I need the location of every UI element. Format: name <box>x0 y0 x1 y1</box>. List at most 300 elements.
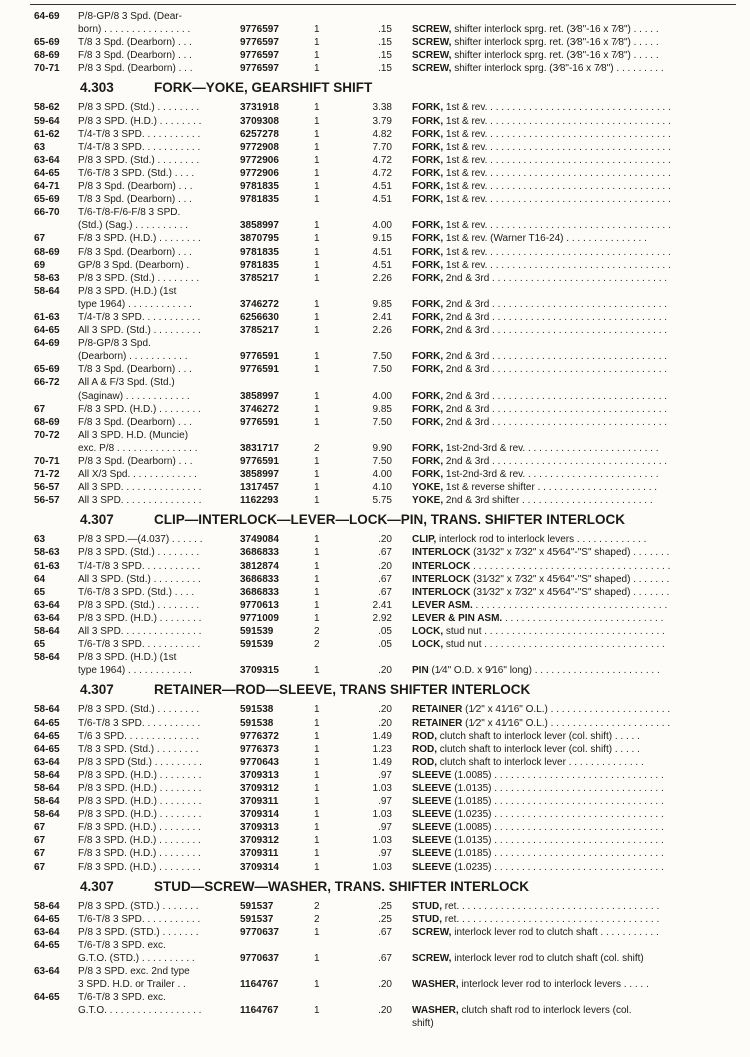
model-years: 58-64 <box>34 769 60 781</box>
quantity: 1 <box>314 115 320 127</box>
model-years: 58-64 <box>34 704 60 716</box>
price: 3.38 <box>372 102 392 114</box>
part-name: FORK, <box>412 442 444 454</box>
description <box>412 638 726 651</box>
part-name: FORK, <box>412 141 444 153</box>
part-name: RETAINER <box>412 704 463 716</box>
model-years: 64-71 <box>34 181 60 193</box>
description <box>412 808 726 821</box>
part-detail: ret. . . . . . . . . . . . . . . . . . . . . . . . . . . . . . . . . . . . . <box>442 900 660 912</box>
parts-row <box>0 546 750 559</box>
model-years: 59-64 <box>34 115 60 127</box>
part-number: 3709314 <box>240 861 279 873</box>
description <box>412 560 726 573</box>
part-name: ROD, <box>412 756 437 768</box>
application: (Std.) (Sag.) . . . . . . . . . . <box>78 220 189 232</box>
quantity: 1 <box>314 194 320 206</box>
part-detail: 2nd & 3rd . . . . . . . . . . . . . . . . . . . . . . . . . . . . . . . . <box>443 403 668 415</box>
part-name: SLEEVE <box>412 782 452 794</box>
price: 7.50 <box>372 416 392 428</box>
part-name: FORK, <box>412 233 444 245</box>
part-number: 3858997 <box>240 390 279 402</box>
top-rule <box>30 4 736 5</box>
quantity: 1 <box>314 848 320 860</box>
part-detail: shifter interlock sprg. (3⁄8"-16 x 7⁄8") . . . . . . . . . <box>451 63 664 75</box>
part-name: FORK, <box>412 259 444 271</box>
part-name: SCREW, <box>412 37 452 49</box>
description <box>412 180 726 193</box>
application: type 1964) . . . . . . . . . . . . <box>78 665 192 677</box>
application: F/8 3 SPD. (H.D.) . . . . . . . . <box>78 861 201 873</box>
model-years: 66-72 <box>34 377 60 389</box>
model-years: 70-71 <box>34 63 60 75</box>
parts-row <box>0 730 750 743</box>
price: .67 <box>378 953 392 964</box>
part-number: 1164767 <box>240 1005 279 1017</box>
price: 9.85 <box>372 298 392 310</box>
price: 1.03 <box>372 782 392 794</box>
parts-row <box>0 468 750 481</box>
part-detail: 1st-2nd-3rd & rev. . . . . . . . . . . . . . . . . . . . . . . . . <box>443 469 659 481</box>
part-name: ROD, <box>412 743 437 755</box>
description <box>412 311 726 324</box>
price: 2.26 <box>372 272 392 284</box>
application: P/8 3 SPD. (Std.) . . . . . . . . <box>78 102 200 114</box>
description <box>412 232 726 245</box>
price: .15 <box>378 63 392 75</box>
parts-row <box>0 376 750 389</box>
price: .15 <box>378 37 392 49</box>
model-years: 64-69 <box>34 338 60 350</box>
model-years: 64-65 <box>34 717 60 729</box>
price: .97 <box>378 822 392 834</box>
description <box>412 455 726 468</box>
price: 4.72 <box>372 154 392 166</box>
description <box>412 350 726 363</box>
part-detail: shifter interlock sprg. ret. (3⁄8"-16 x 7⁄8") . . . . . <box>451 50 659 62</box>
application: F/8 3 Spd. (Dearborn) . . . <box>78 50 192 62</box>
application: T/8 3 SPD. (Std.) . . . . . . . . <box>78 743 199 755</box>
parts-row <box>0 638 750 651</box>
part-name: ROD, <box>412 730 437 742</box>
part-number: 9776597 <box>240 24 279 36</box>
parts-row <box>0 651 750 664</box>
parts-row <box>0 180 750 193</box>
part-name: YOKE, <box>412 482 444 494</box>
description <box>412 664 726 677</box>
application: P/8 3 SPD. (H.D.) . . . . . . . . <box>78 612 202 624</box>
parts-row <box>0 991 750 1004</box>
part-number: 3709308 <box>240 115 279 127</box>
price: .20 <box>378 704 392 716</box>
model-years: 63-64 <box>34 756 60 768</box>
quantity: 1 <box>314 390 320 402</box>
part-number: 6256630 <box>240 311 279 323</box>
part-number: 3709313 <box>240 769 279 781</box>
parts-row <box>0 717 750 730</box>
parts-row <box>0 782 750 795</box>
part-number: 9781835 <box>240 246 279 258</box>
price: 4.10 <box>372 482 392 494</box>
quantity: 1 <box>314 560 320 572</box>
model-years: 61-62 <box>34 128 60 140</box>
part-detail: 1st & rev. . . . . . . . . . . . . . . . . . . . . . . . . . . . . . . . . . <box>443 115 671 127</box>
part-detail: interlock lever rod to clutch shaft . . . . . . . . . . . <box>451 926 659 938</box>
model-years: 58-64 <box>34 285 60 297</box>
description <box>412 154 726 167</box>
description <box>412 717 726 730</box>
quantity: 2 <box>314 626 320 638</box>
description <box>412 703 726 716</box>
part-number: 9772906 <box>240 167 279 179</box>
price: .67 <box>378 547 392 559</box>
part-detail: (1.0135) . . . . . . . . . . . . . . . . . . . . . . . . . . . . . . . <box>451 782 664 794</box>
part-name: FORK, <box>412 469 444 481</box>
price: .20 <box>378 560 392 572</box>
parts-row <box>0 206 750 219</box>
parts-row <box>0 128 750 141</box>
description <box>412 272 726 285</box>
parts-row <box>0 965 750 978</box>
price: 7.50 <box>372 456 392 467</box>
section-number: 4.307 <box>80 682 114 698</box>
model-years: 63-64 <box>34 926 60 938</box>
part-detail: 1st & reverse shifter . . . . . . . . . . . . . . . . . . . . . . <box>443 482 658 494</box>
price: .97 <box>378 796 392 808</box>
quantity: 1 <box>314 822 320 834</box>
part-number: 9771009 <box>240 612 279 624</box>
section-header <box>0 75 750 101</box>
model-years: 70-71 <box>34 456 60 467</box>
parts-row <box>0 49 750 62</box>
quantity: 1 <box>314 704 320 716</box>
part-detail: 1st & rev. . . . . . . . . . . . . . . . . . . . . . . . . . . . . . . . . . <box>443 128 671 140</box>
application: T/4-T/8 3 SPD. . . . . . . . . . . <box>78 560 201 572</box>
part-name: STUD, <box>412 900 442 912</box>
section-header <box>0 507 750 533</box>
model-years: 63-64 <box>34 966 60 978</box>
quantity: 1 <box>314 769 320 781</box>
description <box>412 625 726 638</box>
parts-row <box>0 416 750 429</box>
quantity: 1 <box>314 233 320 245</box>
quantity: 1 <box>314 167 320 179</box>
part-detail: 1st & rev. . . . . . . . . . . . . . . . . . . . . . . . . . . . . . . . . . <box>443 102 671 114</box>
description <box>412 913 726 926</box>
description <box>412 586 726 599</box>
model-years: 58-62 <box>34 102 60 114</box>
description <box>412 416 726 429</box>
section-title: FORK—YOKE, GEARSHIFT SHIFT <box>154 80 373 96</box>
section-number: 4.307 <box>80 512 114 528</box>
application: P/8 3 SPD. exc. 2nd type <box>78 966 190 978</box>
part-detail: 2nd & 3rd . . . . . . . . . . . . . . . . . . . . . . . . . . . . . . . . <box>443 272 668 284</box>
application: G.T.O. . . . . . . . . . . . . . . . . . <box>78 1005 202 1017</box>
model-years: 64-65 <box>34 167 60 179</box>
price: .97 <box>378 848 392 860</box>
application: T/4-T/8 3 SPD. . . . . . . . . . . <box>78 141 201 153</box>
part-detail: shift) <box>412 1018 434 1030</box>
part-detail: 2nd & 3rd . . . . . . . . . . . . . . . . . . . . . . . . . . . . . . . . <box>443 311 668 323</box>
application: 3 SPD. H.D. or Trailer . . <box>78 979 186 991</box>
application: T/6-T/8 3 SPD. . . . . . . . . . . <box>78 913 201 925</box>
part-number: 9776597 <box>240 50 279 62</box>
quantity: 1 <box>314 586 320 598</box>
part-number: 9776597 <box>240 63 279 75</box>
parts-row <box>0 259 750 272</box>
part-name: FORK, <box>412 115 444 127</box>
application: born) . . . . . . . . . . . . . . . . <box>78 24 191 36</box>
parts-row <box>0 913 750 926</box>
section-title: CLIP—INTERLOCK—LEVER—LOCK—PIN, TRANS. SHIFTER INTERLOCK <box>154 512 626 528</box>
application: T/6-T/8 3 SPD. exc. <box>78 992 166 1004</box>
quantity: 2 <box>314 442 320 454</box>
parts-row <box>0 599 750 612</box>
part-name: FORK, <box>412 364 444 376</box>
price: 4.51 <box>372 194 392 206</box>
part-number: 9772906 <box>240 154 279 166</box>
part-number: 9776591 <box>240 351 279 363</box>
parts-row <box>0 324 750 337</box>
part-detail: . . . . . . . . . . . . . . . . . . . . . . . . . . . . . <box>502 612 664 624</box>
quantity: 1 <box>314 599 320 611</box>
parts-row <box>0 167 750 180</box>
part-number: 3709311 <box>240 848 279 860</box>
quantity: 1 <box>314 364 320 376</box>
quantity: 1 <box>314 482 320 494</box>
description <box>412 769 726 782</box>
model-years: 64-65 <box>34 939 60 951</box>
quantity: 1 <box>314 547 320 559</box>
part-number: 3858997 <box>240 469 279 481</box>
part-number: 3709313 <box>240 822 279 834</box>
quantity: 1 <box>314 311 320 323</box>
part-name: FORK, <box>412 128 444 140</box>
parts-row <box>0 573 750 586</box>
part-number: 3709312 <box>240 782 279 794</box>
part-detail: (1⁄2" x 41⁄16" O.L.) . . . . . . . . . . . . . . . . . . . . . . <box>462 704 671 716</box>
model-years: 58-64 <box>34 900 60 912</box>
part-name: RETAINER <box>412 717 463 729</box>
quantity: 1 <box>314 24 320 36</box>
application: P/8-GP/8 3 Spd. <box>78 338 151 350</box>
part-detail: (31⁄32" x 7⁄32" x 45⁄64"-"S" shaped) . . . . . . . <box>470 573 670 585</box>
application: T/4-T/8 3 SPD. . . . . . . . . . . <box>78 311 201 323</box>
price: 3.79 <box>372 115 392 127</box>
price: 1.03 <box>372 809 392 821</box>
price: .25 <box>378 900 392 912</box>
parts-row <box>0 743 750 756</box>
model-years: 68-69 <box>34 416 60 428</box>
quantity: 1 <box>314 717 320 729</box>
part-detail: interlock rod to interlock levers . . . . . . . . . . . . . <box>436 534 647 546</box>
model-years: 61-63 <box>34 560 60 572</box>
application: type 1964) . . . . . . . . . . . . <box>78 298 192 310</box>
description <box>412 390 726 403</box>
model-years: 64-69 <box>34 11 60 22</box>
quantity: 1 <box>314 141 320 153</box>
description <box>412 141 726 154</box>
quantity: 1 <box>314 782 320 794</box>
quantity: 1 <box>314 220 320 232</box>
part-detail: 2nd & 3rd . . . . . . . . . . . . . . . . . . . . . . . . . . . . . . . . <box>443 416 668 428</box>
application: (Dearborn) . . . . . . . . . . . <box>78 351 188 363</box>
application: P/8 3 SPD. (Std.) . . . . . . . . <box>78 154 200 166</box>
parts-row <box>0 390 750 403</box>
part-name: INTERLOCK <box>412 547 471 559</box>
part-name: SCREW, <box>412 24 452 36</box>
model-years: 58-63 <box>34 547 60 559</box>
application: GP/8 3 Spd. (Dearborn) . <box>78 259 190 271</box>
parts-row <box>0 141 750 154</box>
price: 2.92 <box>372 612 392 624</box>
quantity: 1 <box>314 37 320 49</box>
application: P/8 3 SPD. (H.D.) . . . . . . . . <box>78 115 202 127</box>
quantity: 1 <box>314 246 320 258</box>
part-name: FORK, <box>412 154 444 166</box>
parts-row <box>0 586 750 599</box>
application: T/6-T/8 3 SPD. exc. <box>78 939 166 951</box>
model-years: 68-69 <box>34 50 60 62</box>
description <box>412 821 726 834</box>
parts-row <box>0 769 750 782</box>
application: T/4-T/8 3 SPD. . . . . . . . . . . <box>78 128 201 140</box>
price: 4.72 <box>372 167 392 179</box>
part-detail: 1st & rev. . . . . . . . . . . . . . . . . . . . . . . . . . . . . . . . . . <box>443 181 671 193</box>
part-name: SCREW, <box>412 50 452 62</box>
quantity: 1 <box>314 298 320 310</box>
price: .97 <box>378 769 392 781</box>
application: P/8 3 Spd. (Dearborn) . . . <box>78 181 193 193</box>
parts-row <box>0 115 750 128</box>
application: P/8 3 SPD. (STD.) . . . . . . . <box>78 926 199 938</box>
part-name: FORK, <box>412 220 444 232</box>
part-detail: shifter interlock sprg. ret. (3⁄8"-16 x 7⁄8") . . . . . <box>451 37 659 49</box>
application: P/8 3 SPD. (Std.) . . . . . . . . <box>78 599 200 611</box>
quantity: 1 <box>314 259 320 271</box>
quantity: 1 <box>314 730 320 742</box>
model-years: 70-72 <box>34 429 60 441</box>
part-detail: 2nd & 3rd . . . . . . . . . . . . . . . . . . . . . . . . . . . . . . . . <box>443 298 668 310</box>
quantity: 1 <box>314 861 320 873</box>
quantity: 2 <box>314 900 320 912</box>
description <box>412 115 726 128</box>
part-detail: (1.0235) . . . . . . . . . . . . . . . . . . . . . . . . . . . . . . . <box>451 861 664 873</box>
quantity: 2 <box>314 639 320 651</box>
part-detail: clutch shaft rod to interlock levers (col. <box>458 1005 632 1017</box>
application: All 3 SPD. (Std.) . . . . . . . . . <box>78 325 201 337</box>
parts-row <box>0 36 750 49</box>
application: G.T.O. (STD.) . . . . . . . . . . <box>78 953 195 964</box>
part-number: 9776591 <box>240 364 279 376</box>
parts-row <box>0 101 750 114</box>
part-name: FORK, <box>412 456 444 467</box>
quantity: 1 <box>314 416 320 428</box>
application: T/6 3 SPD. . . . . . . . . . . . . . <box>78 730 200 742</box>
description <box>412 219 726 232</box>
part-number: 9772908 <box>240 141 279 153</box>
price: .20 <box>378 665 392 677</box>
part-name: FORK, <box>412 311 444 323</box>
part-detail: 1st & rev. . . . . . . . . . . . . . . . . . . . . . . . . . . . . . . . . . <box>443 259 671 271</box>
part-detail: 1st & rev. . . . . . . . . . . . . . . . . . . . . . . . . . . . . . . . . . <box>443 141 671 153</box>
price: 4.00 <box>372 469 392 481</box>
quantity: 1 <box>314 835 320 847</box>
parts-row <box>0 834 750 847</box>
description <box>412 861 726 874</box>
quantity: 1 <box>314 665 320 677</box>
application: T/8 3 Spd. (Dearborn) . . . <box>78 364 192 376</box>
price: 9.90 <box>372 442 392 454</box>
part-number: 9781835 <box>240 181 279 193</box>
price: 2.41 <box>372 599 392 611</box>
price: .05 <box>378 639 392 651</box>
description <box>412 847 726 860</box>
part-number: 3709315 <box>240 665 279 677</box>
description <box>412 1017 726 1030</box>
part-detail: 2nd & 3rd . . . . . . . . . . . . . . . . . . . . . . . . . . . . . . . . <box>443 351 668 363</box>
description <box>412 363 726 376</box>
model-years: 67 <box>34 233 46 245</box>
parts-row <box>0 808 750 821</box>
model-years: 64-65 <box>34 743 60 755</box>
part-number: 9781835 <box>240 259 279 271</box>
application: All 3 SPD. . . . . . . . . . . . . . . <box>78 482 202 494</box>
part-number: 3785217 <box>240 325 279 337</box>
parts-row <box>0 533 750 546</box>
description <box>412 546 726 559</box>
price: .25 <box>378 913 392 925</box>
part-number: 9776591 <box>240 456 279 467</box>
application: P/8 3 SPD. (Std.) . . . . . . . . <box>78 547 200 559</box>
part-detail: (1.0085) . . . . . . . . . . . . . . . . . . . . . . . . . . . . . . . <box>451 769 664 781</box>
description <box>412 468 726 481</box>
part-detail: 1st-2nd-3rd & rev. . . . . . . . . . . . . . . . . . . . . . . . . <box>443 442 659 454</box>
part-name: FORK, <box>412 298 444 310</box>
part-number: 3749084 <box>240 534 279 546</box>
part-name: SLEEVE <box>412 796 452 808</box>
part-detail: . . . . . . . . . . . . . . . . . . . . . . . . . . . . . . . . . . . <box>472 599 668 611</box>
price: 4.82 <box>372 128 392 140</box>
part-name: YOKE, <box>412 495 444 507</box>
part-name: LOCK, <box>412 639 444 651</box>
description <box>412 1004 726 1017</box>
part-number: 3686833 <box>240 586 279 598</box>
part-detail: ret. . . . . . . . . . . . . . . . . . . . . . . . . . . . . . . . . . . . . <box>442 913 660 925</box>
part-name: FORK, <box>412 351 444 363</box>
model-years: 64-65 <box>34 325 60 337</box>
description <box>412 101 726 114</box>
description <box>412 167 726 180</box>
quantity: 1 <box>314 979 320 991</box>
part-number: 1162293 <box>240 495 279 507</box>
model-years: 65 <box>34 586 46 598</box>
part-detail: . . . . . . . . . . . . . . . . . . . . . . . . . . . . . . . . . . . . <box>470 560 671 572</box>
part-name: SLEEVE <box>412 861 452 873</box>
part-detail: 2nd & 3rd . . . . . . . . . . . . . . . . . . . . . . . . . . . . . . . . <box>443 456 668 467</box>
parts-row <box>0 219 750 232</box>
part-number: 9770613 <box>240 599 279 611</box>
part-number: 3686833 <box>240 573 279 585</box>
application: All 3 SPD. (Std.) . . . . . . . . . <box>78 573 201 585</box>
description <box>412 246 726 259</box>
part-detail: 1st & rev. (Warner T16-24) . . . . . . . . . . . . . . . <box>443 233 647 245</box>
price: 1.49 <box>372 756 392 768</box>
model-years: 63-64 <box>34 154 60 166</box>
model-years: 61-63 <box>34 311 60 323</box>
parts-row <box>0 978 750 991</box>
description <box>412 128 726 141</box>
